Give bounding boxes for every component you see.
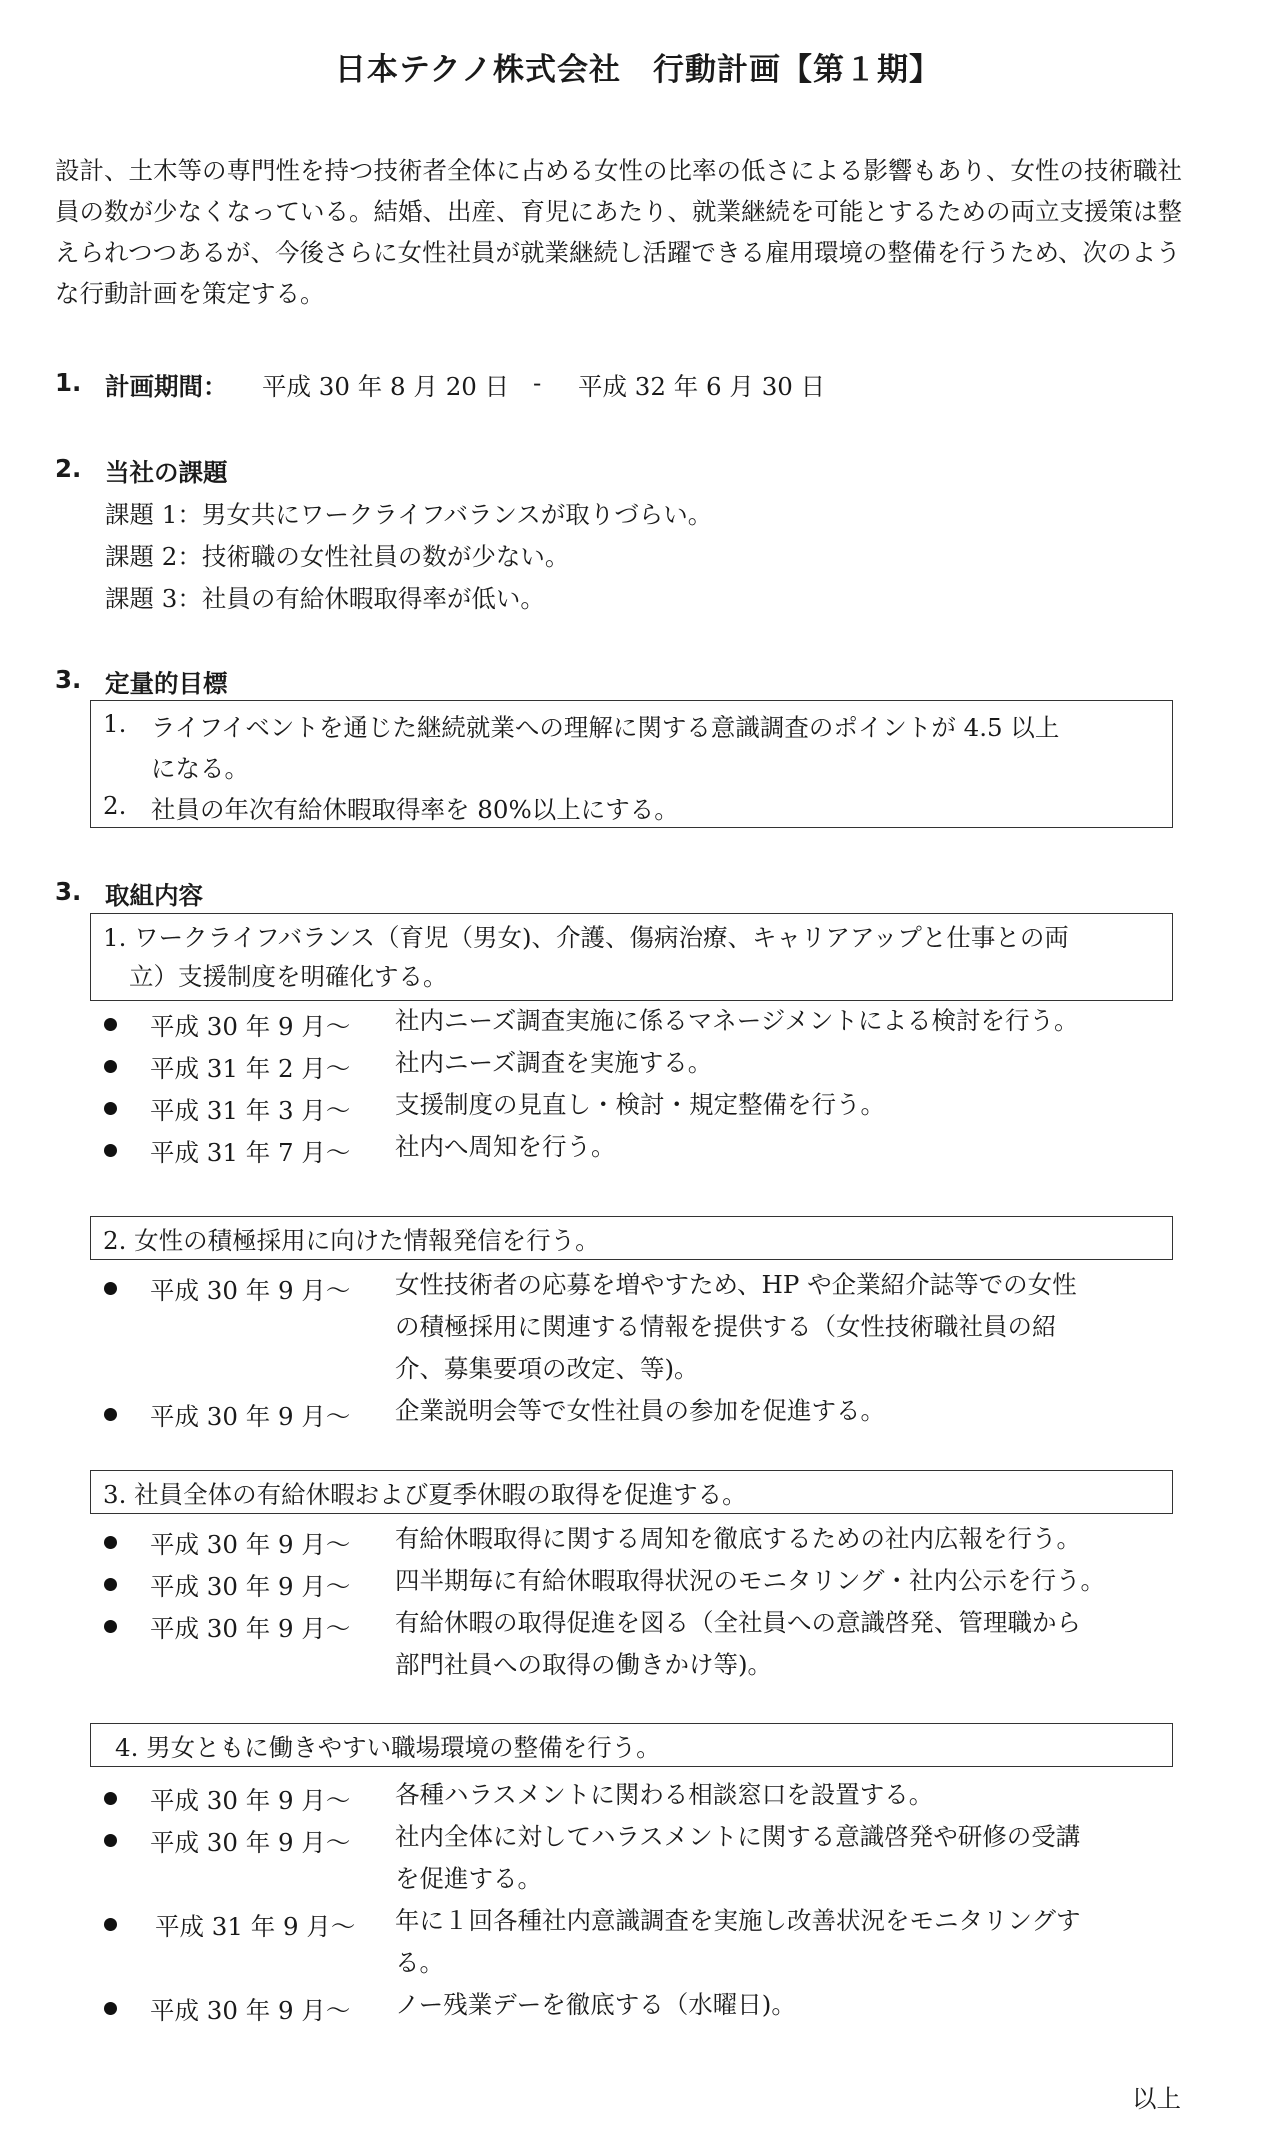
measure-date: 平成 30 年 9 月～ (150, 1614, 351, 1643)
bullet-icon (104, 2002, 117, 2015)
period-separator: - (533, 368, 542, 397)
intro-paragraph: 設計、土木等の専門性を持つ技術者全体に占める女性の比率の低さによる影響もあり、女性の技術職社員の数が少なくなっている。結婚、出産、育児にあたり、就業継続を可能とするための両立支援策は整えられつつあるが、今後さらに女性社員が就業継続し活躍できる雇用環境の整備を行うため、次のような行動計画を策定する。 (55, 156, 1182, 308)
measure-desc: 社内ニーズ調査を実施する。 (395, 1048, 713, 1077)
measure-date: 平成 30 年 9 月～ (150, 1402, 351, 1431)
measure-heading-box (90, 913, 1173, 1001)
measure-desc: 有給休暇取得に関する周知を徹底するための社内広報を行う。 (395, 1524, 1081, 1553)
bullet-icon (104, 1018, 117, 1031)
measure-desc: ノー残業デーを徹底する（水曜日)。 (395, 1990, 796, 2019)
measure-desc: 各種ハラスメントに関わる相談窓口を設置する。 (395, 1780, 934, 1809)
measure-heading-box (90, 1216, 1173, 1260)
issues-number: 2. (55, 454, 82, 483)
measure-date: 平成 31 年 7 月～ (150, 1138, 351, 1167)
measure-date: 平成 30 年 9 月～ (150, 1572, 351, 1601)
target-text: 社員の年次有給休暇取得率を 80%以上にする。 (151, 795, 679, 824)
bullet-icon (104, 1408, 117, 1421)
target-text: ライフイベントを通じた継続就業への理解に関する意識調査のポイントが 4.5 以上 (151, 713, 1060, 742)
period-label: 計画期間： (105, 372, 228, 401)
page-title: 日本テクノ株式会社 行動計画【第１期】 (334, 52, 942, 88)
bullet-icon (104, 1102, 117, 1115)
measure-heading: 1. ワークライフバランス（育児（男女)、介護、傷病治療、キャリアアップと仕事との両 (103, 923, 1069, 952)
bullet-icon (104, 1536, 117, 1549)
issue-item: 課題 2：技術職の女性社員の数が少ない。 (105, 542, 570, 571)
measure-date: 平成 30 年 9 月～ (150, 1828, 351, 1857)
bullet-icon (104, 1578, 117, 1591)
measure-desc: 四半期毎に有給休暇取得状況のモニタリング・社内公示を行う。 (395, 1566, 1106, 1595)
measure-desc-cont: 介、募集要項の改定、等)。 (395, 1354, 699, 1383)
target-number: 2. (103, 791, 127, 820)
closing-text: 以上 (1132, 2084, 1181, 2113)
measure-desc-cont: る。 (395, 1948, 444, 1977)
target-number: 1. (103, 709, 127, 738)
measure-date: 平成 31 年 3 月～ (150, 1096, 351, 1125)
measure-desc: 女性技術者の応募を増やすため、HP や企業紹介誌等での女性 (395, 1270, 1077, 1299)
measure-heading: 4. 男女ともに働きやすい職場環境の整備を行う。 (115, 1733, 661, 1762)
bullet-icon (104, 1060, 117, 1073)
measure-desc: 社内全体に対してハラスメントに関する意識啓発や研修の受講 (395, 1822, 1081, 1851)
measure-desc: 支援制度の見直し・検討・規定整備を行う。 (395, 1090, 885, 1119)
measure-date: 平成 31 年 2 月～ (150, 1054, 351, 1083)
bullet-icon (104, 1620, 117, 1633)
measure-date: 平成 30 年 9 月～ (150, 1276, 351, 1305)
measure-date: 平成 30 年 9 月～ (150, 1786, 351, 1815)
issue-item: 課題 1：男女共にワークライフバランスが取りづらい。 (105, 500, 713, 529)
bullet-icon (104, 1144, 117, 1157)
bullet-icon (104, 1792, 117, 1805)
measure-desc: 企業説明会等で女性社員の参加を促進する。 (395, 1396, 885, 1425)
measure-heading-box (90, 1470, 1173, 1514)
period-number: 1. (55, 368, 82, 397)
measures-title: 取組内容 (105, 881, 203, 910)
targets-title: 定量的目標 (105, 669, 228, 698)
measure-date: 平成 31 年 9 月～ (155, 1912, 356, 1941)
measure-date: 平成 30 年 9 月～ (150, 1012, 351, 1041)
bullet-icon (104, 1918, 117, 1931)
measure-desc: 年に１回各種社内意識調査を実施し改善状況をモニタリングす (395, 1906, 1081, 1935)
measure-desc: 社内ニーズ調査実施に係るマネージメントによる検討を行う。 (395, 1006, 1079, 1035)
bullet-icon (104, 1834, 117, 1847)
period-start: 平成 30 年 8 月 20 日 (262, 372, 510, 401)
measure-desc-cont: を促進する。 (395, 1864, 542, 1893)
measure-heading: 3. 社員全体の有給休暇および夏季休暇の取得を促進する。 (103, 1480, 747, 1509)
measure-heading-cont: 立）支援制度を明確化する。 (129, 962, 448, 991)
measures-number: 3. (55, 877, 82, 906)
issues-title: 当社の課題 (105, 458, 228, 487)
measure-date: 平成 30 年 9 月～ (150, 1530, 351, 1559)
measure-desc-cont: 部門社員への取得の働きかけ等)。 (395, 1650, 773, 1679)
target-text-cont: になる。 (151, 754, 249, 783)
issue-item: 課題 3：社員の有給休暇取得率が低い。 (105, 584, 545, 613)
measure-desc: 社内へ周知を行う。 (395, 1132, 616, 1161)
measure-desc: 有給休暇の取得促進を図る（全社員への意識啓発、管理職から (395, 1608, 1081, 1637)
bullet-icon (104, 1282, 117, 1295)
measure-date: 平成 30 年 9 月～ (150, 1996, 351, 2025)
measure-heading-box (90, 1723, 1173, 1767)
period-end: 平成 32 年 6 月 30 日 (578, 372, 826, 401)
measure-desc-cont: の積極採用に関連する情報を提供する（女性技術職社員の紹 (395, 1312, 1057, 1341)
targets-box (90, 700, 1173, 828)
measure-heading: 2. 女性の積極採用に向けた情報発信を行う。 (103, 1226, 600, 1255)
targets-number: 3. (55, 665, 82, 694)
